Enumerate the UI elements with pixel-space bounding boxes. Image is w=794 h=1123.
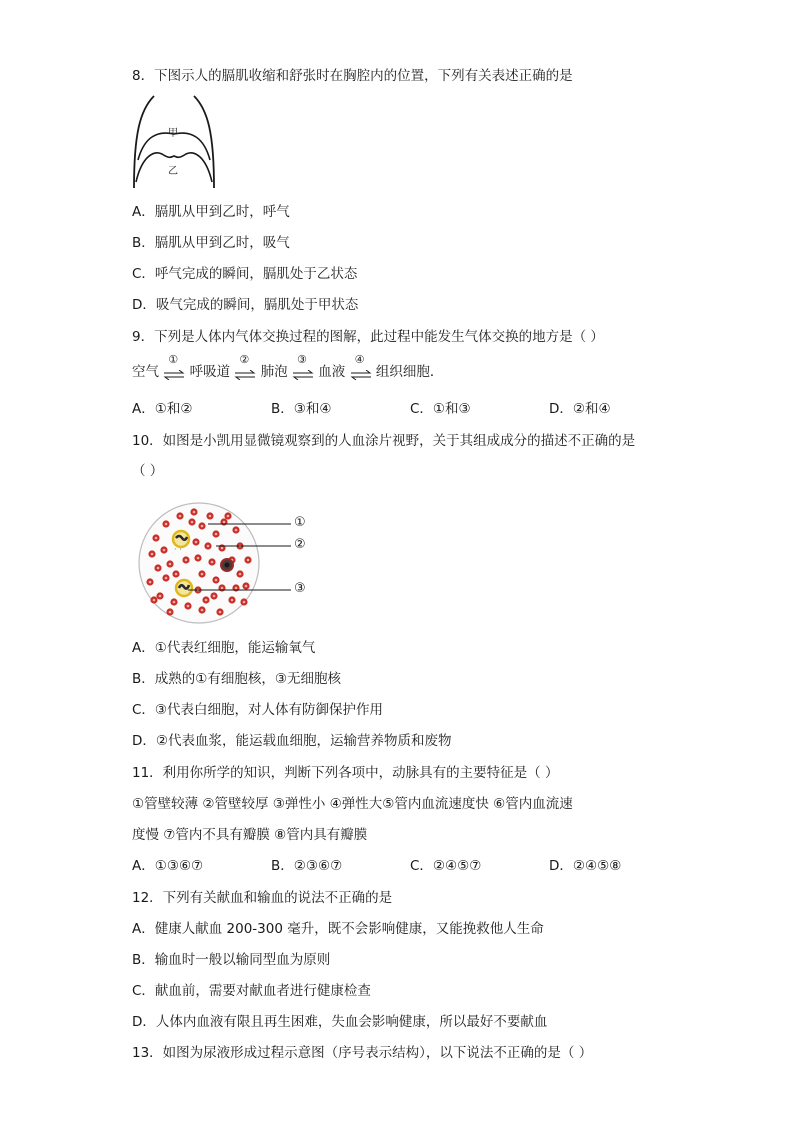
q10-option-d[interactable]: D．②代表血浆，能运载血细胞，运输营养物质和废物 — [132, 733, 452, 749]
q12-option-d[interactable]: D．人体内血液有限且再生困难，失血会影响健康，所以最好不要献血 — [132, 1014, 548, 1030]
red-blood-cell-center — [213, 595, 216, 598]
red-blood-cell-center — [221, 547, 224, 550]
red-blood-cell-center — [247, 559, 250, 562]
q11-option-a[interactable]: A．①③⑥⑦ — [132, 858, 204, 874]
red-blood-cell-center — [197, 557, 200, 560]
red-blood-cell-center — [179, 515, 182, 518]
q10-stem-paren: （ ） — [132, 463, 164, 479]
red-blood-cell-center — [185, 559, 188, 562]
label-jia: 甲 — [168, 128, 178, 139]
q8-option-c[interactable]: C．呼气完成的瞬间，膈肌处于乙状态 — [132, 266, 358, 282]
q9-options — [132, 399, 672, 419]
red-blood-cell-center — [153, 599, 156, 602]
chain-num-1: ① — [168, 353, 179, 366]
red-blood-cell-center — [169, 563, 172, 566]
red-blood-cell-center — [215, 579, 218, 582]
chain-air: 空气 — [132, 364, 159, 380]
red-blood-cell-center — [239, 573, 242, 576]
chain-blood: 血液 — [318, 364, 346, 380]
red-blood-cell-center — [221, 587, 224, 590]
chain-tissue-cells: 组织细胞． — [375, 364, 444, 380]
q12-option-c[interactable]: C．献血前，需要对献血者进行健康检查 — [132, 983, 371, 999]
smear-label-2: ② — [294, 537, 306, 552]
red-blood-cell-center — [243, 601, 246, 604]
diaphragm-figure — [132, 94, 216, 190]
red-blood-cell-center — [191, 521, 194, 524]
red-blood-cell-center — [155, 537, 158, 540]
red-blood-cell-center — [215, 533, 218, 536]
red-blood-cell-center — [245, 585, 248, 588]
chain-arrow-2 — [234, 353, 256, 384]
red-blood-cell-center — [159, 595, 162, 598]
q10-option-a[interactable]: A．①代表红细胞，能运输氧气 — [132, 640, 316, 656]
smear-label-3: ③ — [294, 581, 306, 596]
red-blood-cell-center — [201, 525, 204, 528]
red-blood-cell-center — [195, 541, 198, 544]
red-blood-cell-center — [227, 515, 230, 518]
red-blood-cell-center — [201, 609, 204, 612]
svg-text:· ·: · · — [174, 545, 182, 554]
red-blood-cell-center — [173, 601, 176, 604]
blood-smear-figure — [136, 502, 320, 626]
red-blood-cell-center — [211, 561, 214, 564]
q10-option-b[interactable]: B．成熟的①有细胞核，③无细胞核 — [132, 671, 341, 687]
red-blood-cell-center — [207, 545, 210, 548]
q11-features-line2: 度慢 ⑦管内不具有瓣膜 ⑧管内具有瓣膜 — [132, 827, 368, 843]
q12-stem: 12．下列有关献血和输血的说法不正确的是 — [132, 890, 393, 906]
chain-arrow-3 — [292, 353, 314, 384]
red-blood-cell-center — [149, 581, 152, 584]
red-blood-cell-center — [193, 511, 196, 514]
chain-alveoli: 肺泡 — [260, 364, 288, 380]
chain-arrow-1 — [163, 353, 185, 384]
q10-option-c[interactable]: C．③代表白细胞，对人体有防御保护作用 — [132, 702, 384, 718]
q8-stem: 8．下图示人的膈肌收缩和舒张时在胸腔内的位置，下列有关表述正确的是 — [132, 68, 573, 84]
red-blood-cell-center — [187, 605, 190, 608]
q13-stem: 13．如图为尿液形成过程示意图（序号表示结构），以下说法不正确的是（ ） — [132, 1045, 593, 1061]
red-blood-cell-center — [235, 587, 238, 590]
red-blood-cell-center — [157, 567, 160, 570]
smear-label-1: ① — [294, 515, 306, 530]
red-blood-cell-center — [201, 573, 204, 576]
q9-option-c[interactable]: C．①和③ — [410, 401, 471, 417]
q11-options — [132, 856, 672, 876]
red-blood-cell-center — [209, 515, 212, 518]
red-blood-cell-center — [169, 611, 172, 614]
chain-num-4: ④ — [354, 353, 365, 366]
red-blood-cell-center — [175, 573, 178, 576]
chain-num-2: ② — [239, 353, 250, 366]
chain-arrow-4 — [350, 353, 372, 384]
red-blood-cell-center — [151, 553, 154, 556]
q12-option-b[interactable]: B．输血时一般以输同型血为原则 — [132, 952, 331, 968]
q9-option-b[interactable]: B．③和④ — [271, 401, 332, 417]
q8-option-a[interactable]: A．膈肌从甲到乙时，呼气 — [132, 204, 290, 220]
chain-num-3: ③ — [296, 353, 307, 366]
q8-option-b[interactable]: B．膈肌从甲到乙时，吸气 — [132, 235, 290, 251]
q9-option-a[interactable]: A．①和② — [132, 401, 193, 417]
red-blood-cell-center — [219, 611, 222, 614]
q11-option-c[interactable]: C．②④⑤⑦ — [410, 858, 482, 874]
red-blood-cell-center — [165, 577, 168, 580]
q11-stem: 11．利用你所学的知识，判断下列各项中，动脉具有的主要特征是（ ） — [132, 765, 559, 781]
red-blood-cell-center — [165, 523, 168, 526]
q8-option-d[interactable]: D．吸气完成的瞬间，膈肌处于甲状态 — [132, 297, 359, 313]
q9-stem: 9．下列是人体内气体交换过程的图解，此过程中能发生气体交换的地方是（ ） — [132, 329, 604, 345]
gas-exchange-chain — [132, 353, 444, 384]
red-blood-cell-center — [163, 549, 166, 552]
label-yi: 乙 — [168, 166, 178, 177]
chain-airway: 呼吸道 — [189, 364, 231, 380]
q12-option-a[interactable]: A．健康人献血 200-300 毫升，既不会影响健康，又能挽救他人生命 — [132, 921, 544, 937]
q9-option-d[interactable]: D．②和④ — [549, 401, 611, 417]
red-blood-cell-center — [223, 521, 226, 524]
red-blood-cell-center — [205, 599, 208, 602]
red-blood-cell-center — [231, 599, 234, 602]
q11-features-line1: ①管壁较薄 ②管壁较厚 ③弹性小 ④弹性大⑤管内血流速度快 ⑥管内血流速 — [132, 796, 573, 812]
q11-option-d[interactable]: D．②④⑤⑧ — [549, 858, 622, 874]
q10-stem: 10．如图是小凯用显微镜观察到的人血涂片视野，关于其组成成分的描述不正确的是 — [132, 433, 636, 449]
red-blood-cell-center — [235, 529, 238, 532]
q11-option-b[interactable]: B．②③⑥⑦ — [271, 858, 343, 874]
